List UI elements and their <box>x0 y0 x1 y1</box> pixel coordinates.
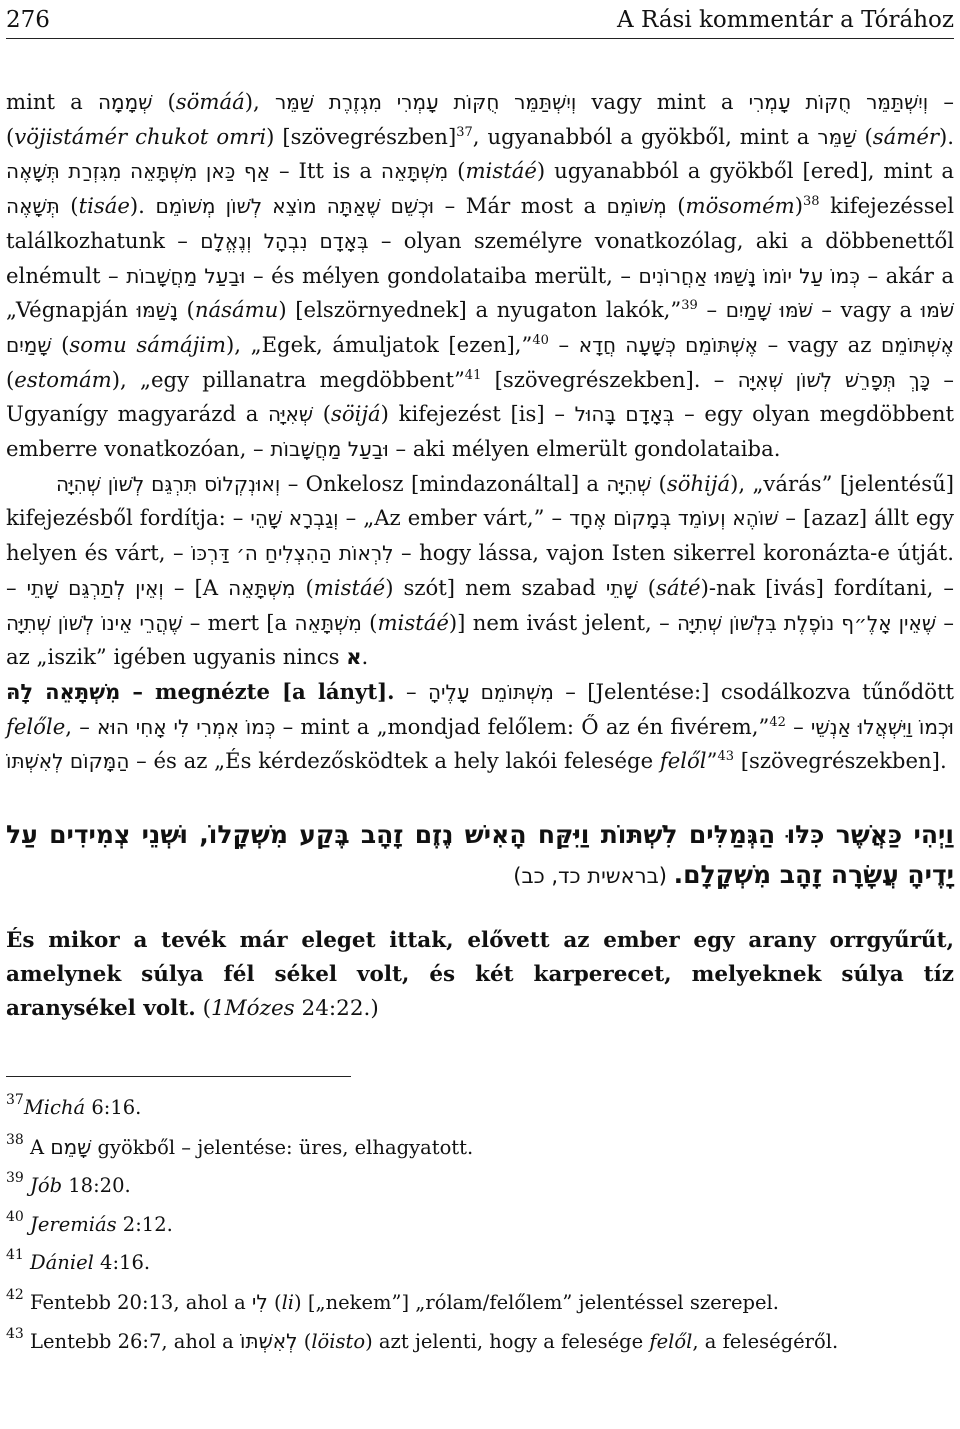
hebrew-verse-reference: (בראשית כד, כב) <box>513 864 674 889</box>
text-run: vagy mint a <box>576 89 749 114</box>
text-run: – Onkelosz [mindazonáltal] a <box>280 470 607 496</box>
commentary-paragraph-1 <box>6 85 954 467</box>
footnote-text: Lentebb 26:7, ahol a <box>23 1330 240 1354</box>
hebrew-letter: א <box>346 645 362 670</box>
hebrew-term: וְגַבְרָא שָׁהֵי <box>250 506 339 531</box>
text-run: ( <box>637 574 656 600</box>
transliteration: vöjistámér chukot omri <box>14 123 267 149</box>
transliteration: mistáé <box>465 158 537 184</box>
bold-gloss: – megnézte [a lányt]. <box>120 678 395 704</box>
text-run: ) [szövegrészben] <box>266 123 457 149</box>
hebrew-term: שְׁמָמָה <box>97 90 153 114</box>
footnote-41 <box>6 1244 954 1283</box>
text-run: – vagy az <box>758 331 881 357</box>
text-run: – mint a „mondjad felőlem: Ő az én fivérem,” <box>275 713 770 739</box>
hebrew-term: שׁוֹהֶא וְעוֹמֵד בְּמָקוֹם אֶחָד <box>569 506 779 531</box>
hebrew-term: כְּמוֹ אִמְרִי לִי אָחִי הוּא <box>97 714 276 739</box>
footnote-38 <box>6 1128 954 1168</box>
footnote-text: 18:20. <box>62 1174 131 1198</box>
page-header <box>6 0 954 39</box>
text-run: ) <box>794 193 804 219</box>
text-run: ) kifejezést [is] – <box>380 401 575 427</box>
footnote-number: 37 <box>6 1092 24 1109</box>
transliteration: mösomém <box>685 193 795 219</box>
footnote-hebrew: שָׁמֵם <box>50 1134 92 1159</box>
text-run: – olyan személyre vonatkozólag, aki a döbbenettől elnémult – <box>6 227 954 288</box>
footnote-hebrew: לְאִשְׁתּוֹ <box>240 1329 298 1354</box>
hebrew-term: כָּךְ תְּפָרֵשׁ לְשׁוֹן שְׁאִיָּה <box>737 367 931 392</box>
footnote-43 <box>6 1322 954 1362</box>
text-run: ( <box>295 574 314 600</box>
commentary-paragraph-2 <box>6 467 954 675</box>
hebrew-term: אַף כַּאן מִשְׁתָּאֵה מִגִּזְרַת תְּשָׁאֶה <box>6 159 271 184</box>
hungarian-verse <box>6 924 954 1026</box>
text-run: ( <box>666 193 686 219</box>
text-run: , – <box>65 713 98 739</box>
text-run: – akár a „Végnapján <box>6 262 955 323</box>
footnote-italic: Michá <box>23 1096 86 1120</box>
footnote-number: 39 <box>6 1170 24 1187</box>
text-run: , ugyanabból a gyökből, mint a <box>472 123 818 149</box>
footnote-number: 38 <box>6 1131 24 1148</box>
footnote-ref: 42 <box>769 714 786 730</box>
text-run: ( <box>177 297 195 323</box>
footnote-ref: 43 <box>717 749 734 765</box>
footnote-italic: löisto <box>311 1330 366 1354</box>
text-run: ( <box>152 89 176 114</box>
text-run: ), „egy pillanatra megdöbbent” <box>111 366 465 392</box>
hebrew-term: וְיִשְׁתַּמֵּר חֻקּוֹת עָמְרִי מִגְזֶרֶת שַׁמֵּר <box>274 90 577 114</box>
text-run: ( <box>6 123 15 149</box>
commentary-text <box>6 85 954 779</box>
text-run: – hogy lássa, vajon Isten sikerrel koronázta-e útját. – <box>6 540 954 600</box>
text-run: – [azaz] állt egy helyen és várt, – <box>6 505 954 566</box>
hebrew-term: אֶשְׁתּוֹמֵם <box>881 332 954 357</box>
footnote-italic: li <box>281 1290 295 1314</box>
footnote-text: 6:16. <box>85 1096 142 1120</box>
text-run: ( <box>313 401 332 427</box>
text-run: – „Az ember várt,” – <box>338 505 570 531</box>
footnote-text: 4:16. <box>93 1251 151 1275</box>
verse-reference <box>196 996 379 1021</box>
text-run: – és mélyen gondolataiba merült, – <box>245 262 639 288</box>
text-run: kifejezéssel találkozhatunk – <box>6 193 954 253</box>
hebrew-term: וּבַעַל מַחֲשָׁבוֹת <box>126 263 246 288</box>
text-run: – <box>928 89 954 114</box>
text-run: ). <box>938 123 954 149</box>
text-run: – <box>785 713 811 739</box>
text-run: – és az „És kérdezősködtek a hely lakói felesége <box>129 748 660 774</box>
footnote-number: 40 <box>6 1208 24 1225</box>
hebrew-term: שְׁהִיָּה <box>606 471 652 496</box>
text-run: ), „Egek, ámuljatok [ezen],” <box>226 331 533 357</box>
italic-word: felőle <box>6 713 66 739</box>
hebrew-term: וְאוּנְקְלוֹס תִּרְגֵּם לְשׁוֹן שְׁהִיָּה <box>56 471 281 496</box>
footnote-ref: 40 <box>532 332 549 348</box>
text-run: – az „iszik” igében ugyanis nincs <box>6 609 954 670</box>
footnote-37 <box>6 1089 954 1128</box>
footnote-text: ) [„nekem”] „rólam/felőlem” jelentéssel szerepel. <box>294 1290 779 1314</box>
verse-reference-open: ( <box>195 996 211 1022</box>
footnote-ref: 37 <box>456 124 473 140</box>
text-run: [szövegrészekben]. – <box>481 366 738 392</box>
text-run: mint a <box>6 89 98 114</box>
running-title: A Rási kommentár a Tórához <box>617 7 954 33</box>
hebrew-term: שְׁאִיָּה <box>268 402 314 427</box>
transliteration: tisáe <box>78 193 130 219</box>
transliteration: sámér <box>872 123 939 149</box>
hebrew-verse <box>6 815 954 896</box>
hebrew-term: שַׁמֵּר <box>817 124 857 149</box>
footnote-text: ( <box>297 1330 312 1354</box>
hebrew-term: בְּאָדָם בָּהוּל <box>574 402 675 427</box>
text-run: – Itt is a <box>270 158 381 184</box>
hungarian-verse-text: És mikor a tevék már eleget ittak, elővett az ember egy arany orrgyűrűt, amelynek súlya fél sékel volt, és két karperecet, melyeknek súlya tíz aranysékel volt. <box>6 928 954 1022</box>
text-run: – [A <box>163 574 229 600</box>
transliteration: mistáé <box>313 574 386 600</box>
footnote-text: A <box>23 1135 51 1159</box>
transliteration: násámu <box>194 297 279 323</box>
hebrew-term: שֶׁהֲרֵי אֵינוֹ לְשׁוֹן שְׁתִיָּה <box>6 610 183 635</box>
hebrew-term: מְשׁוֹמֵם <box>606 194 667 219</box>
text-run: . <box>361 644 369 670</box>
hebrew-term: שָׁתֵי <box>605 575 638 600</box>
footnote-italic: Jób <box>23 1174 63 1198</box>
hebrew-term: כְּמוֹ עַל יוֹמוֹ נָשַׁמּוּ אַחֲרוֹנִים <box>638 263 860 288</box>
transliteration: estomám <box>14 366 112 392</box>
footnote-text: Fentebb 20:13, ahol a <box>23 1290 252 1314</box>
text-run: – mert [a <box>182 609 295 635</box>
footnote-number: 42 <box>6 1286 24 1303</box>
hebrew-verse-text: וַיְהִי כַּאֲשֶׁר כִּלּוּ הַגְּמַלִּים לִשְׁתּוֹת וַיִּקַּח הָאִישׁ נֶזֶם זָהָב בֶּקַע מִשְׁקָלוֹ, וּשְׁנֵי צְמִידִים עַל יָדֶיהָ עֲשָׂרָה זָהָב מִשְׁקָלָם. <box>6 820 954 890</box>
italic-word: felől <box>659 748 707 774</box>
text-run: ( <box>59 193 79 219</box>
hebrew-heading-term: מִשְׁתָּאֵה לָהּ <box>6 679 121 704</box>
text-run: [szövegrészekben]. <box>733 748 947 774</box>
text-run: ) [elszörnyednek] a nyugaton lakók,” <box>278 297 682 323</box>
hebrew-term: בְּאָדָם נִבְהָל וְנֶאֱלָם <box>200 228 369 253</box>
footnote-hebrew: לִי <box>251 1289 268 1314</box>
transliteration: mistáé <box>377 609 449 635</box>
verse-reference-book: 1Mózes <box>210 996 295 1022</box>
text-run: ( <box>51 331 70 357</box>
text-run: )-nak [ivás] fordítani, – <box>700 574 954 600</box>
text-run: ), <box>244 89 275 114</box>
footnote-text: ) azt jelenti, hogy a felesége <box>365 1330 650 1354</box>
text-run: ), „várás” [jelentésű] kifejezésből fordítja: – <box>6 470 955 531</box>
page-number: 276 <box>6 7 50 33</box>
transliteration: sömáá <box>175 89 245 114</box>
footnote-ref: 39 <box>681 298 698 314</box>
hebrew-term: אֶשְׁתּוֹמֵם כְּשָׁעָה חֲדָא <box>578 332 759 357</box>
text-run: – <box>548 331 579 357</box>
footnote-divider <box>6 1076 351 1077</box>
footnote-40 <box>6 1206 954 1245</box>
text-run: ). <box>129 193 156 219</box>
footnote-ref: 41 <box>464 367 482 383</box>
footnote-number: 41 <box>6 1247 24 1264</box>
footnote-39 <box>6 1167 954 1206</box>
text-run: ( <box>651 470 667 496</box>
hebrew-term: וְאֵין לְתַרְגֵּם שָׁתֵי <box>26 575 164 600</box>
footnote-text: , a feleségéről. <box>692 1330 839 1354</box>
hebrew-term: מִשְׁתָּאֵה <box>294 610 362 635</box>
verse-reference-rest: 24:22.) <box>294 996 379 1022</box>
hebrew-term: וְיִשְׁתַּמֵּר חֻקּוֹת עָמְרִי <box>748 90 929 114</box>
text-run: ) szót] nem szabad <box>385 574 606 600</box>
hebrew-term: שֹׁמּוּ שָׁמַיִם <box>725 298 813 323</box>
transliteration: somu sámájim <box>69 331 227 357</box>
footnote-italic: Jeremiás <box>23 1212 117 1236</box>
text-run: ) ugyanabból a gyökből [ered], mint a <box>536 158 954 184</box>
hebrew-term: וּכְמוֹ וַיִּשְׁאֲלוּ אַנְשֵׁי הַמָּקוֹם לְאִשְׁתּוֹ <box>6 714 954 774</box>
text-run: – egy olyan megdöbbent emberre vonatkozóan, – <box>6 401 954 462</box>
hebrew-term: מִשְׁתָּאֵה <box>380 159 449 184</box>
hebrew-term: לִרְאוֹת הַהִצְלִיחַ ה׳ דַּרְכּוֹ <box>191 541 394 566</box>
hebrew-term: תְּשָׁאֶה <box>6 194 60 219</box>
footnote-italic: Dániel <box>23 1251 94 1275</box>
text-run: ( <box>856 123 873 149</box>
transliteration: söijá <box>331 401 381 427</box>
text-run: – Ugyanígy magyarázd a <box>6 366 954 427</box>
text-run: – Már most a <box>434 193 607 219</box>
footnote-text: ( <box>267 1290 282 1314</box>
text-run: – <box>697 297 726 323</box>
text-run: – <box>394 678 428 704</box>
transliteration: söhijá <box>666 470 731 496</box>
footnote-italic: felől <box>649 1330 693 1354</box>
hebrew-term: מִשְׁתָּאֵה <box>228 575 296 600</box>
text-run: ( <box>448 158 466 184</box>
text-run: ” <box>706 748 718 774</box>
text-run: – [Jelentése:] csodálkozva tűnődött <box>553 678 954 704</box>
hebrew-term: שֶׁאֵין אָלֶ״ף נוֹפֶלֶת בִּלְשׁוֹן שְׁתִיָּה <box>677 610 937 635</box>
transliteration: sáté <box>656 574 701 600</box>
hebrew-term: נָשַׁמּוּ <box>136 298 178 323</box>
hebrew-term: שֹׁמּוּ שָׁמַיִם <box>6 298 954 357</box>
text-run: – aki mélyen elmerült gondolataiba. <box>388 436 781 462</box>
footnote-number: 43 <box>6 1326 24 1343</box>
text-run: ( <box>6 366 15 392</box>
hebrew-term: וּבַעַל מַחֲשָׁבוֹת <box>270 437 389 462</box>
footnote-text: 2:12. <box>116 1212 173 1236</box>
text-run: – vagy a <box>812 297 921 323</box>
footnote-42 <box>6 1283 954 1323</box>
text-run: ( <box>361 609 378 635</box>
footnote-ref: 38 <box>803 194 820 210</box>
footnote-text: gyökből – jelentése: üres, elhagyatott. <box>91 1135 474 1159</box>
commentary-paragraph-3 <box>6 675 954 779</box>
hebrew-term: מִשְׁתּוֹמֵם עָלֶיהָ <box>427 679 554 704</box>
footnotes <box>6 1089 954 1362</box>
hebrew-term: וּכְשֵׁם שֶׁאַתָּה מוֹצֵא לְשׁוֹן מְשׁוֹמֵם <box>155 194 435 219</box>
text-run: )] nem ivást jelent, – <box>448 609 678 635</box>
